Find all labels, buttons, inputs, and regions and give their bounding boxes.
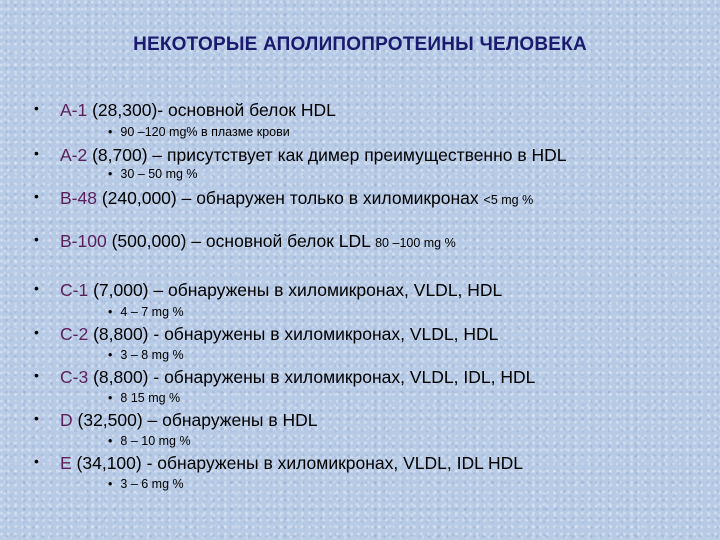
- apoprotein-name: A-1: [60, 100, 88, 120]
- sub-item-c1: [108, 305, 184, 319]
- sub-bullet: •: [108, 391, 113, 405]
- sub-item-e: [108, 477, 184, 491]
- concentration-note: <5 mg %: [483, 193, 534, 207]
- sub-item-text: 8 – 10 mg %: [120, 434, 191, 448]
- apoprotein-name: C-3: [60, 367, 89, 387]
- apoprotein-name: C-1: [60, 280, 89, 300]
- sub-item-c3: [108, 391, 180, 405]
- sub-bullet: •: [108, 477, 113, 491]
- apoprotein-description: (32,500) – обнаружены в HDL: [72, 410, 318, 430]
- apoprotein-description: (8,800) - обнаружены в хиломикронах, VLDL, IDL, HDL: [88, 367, 536, 387]
- apoprotein-name: C-2: [60, 324, 89, 344]
- apoprotein-description: (8,700) – присутствует как димер преимущественно в HDL: [87, 145, 567, 165]
- apoprotein-name: D: [60, 410, 73, 430]
- bullet: •: [34, 324, 39, 340]
- bullet: •: [34, 410, 39, 426]
- apoprotein-description: (500,000) – основной белок LDL: [106, 231, 376, 251]
- bullet: •: [34, 280, 39, 296]
- apoprotein-description: (240,000) – обнаружен только в хиломикронах: [96, 188, 484, 208]
- bullet: •: [34, 100, 39, 116]
- apoprotein-name: A-2: [60, 145, 88, 165]
- sub-item-text: 90 –120 mg% в плазме крови: [120, 125, 290, 139]
- sub-item-c2: [108, 348, 184, 362]
- sub-item-a1: [108, 125, 290, 139]
- apoprotein-description: (8,800) - обнаружены в хиломикронах, VLDL, HDL: [88, 324, 499, 344]
- slide-title: НЕКОТОРЫЕ АПОЛИПОПРОТЕИНЫ ЧЕЛОВЕКА: [133, 34, 587, 55]
- sub-item-text: 4 – 7 mg %: [120, 305, 184, 319]
- sub-bullet: •: [108, 125, 113, 139]
- sub-bullet: •: [108, 434, 113, 448]
- bullet: •: [34, 188, 39, 204]
- sub-item-text: 3 – 6 mg %: [120, 477, 184, 491]
- sub-item-d: [108, 434, 191, 448]
- sub-item-text: 3 – 8 mg %: [120, 348, 184, 362]
- sub-bullet: •: [108, 348, 113, 362]
- sub-bullet: •: [108, 167, 113, 181]
- sub-item-text: 30 – 50 mg %: [120, 167, 198, 181]
- concentration-note: 80 –100 mg %: [375, 236, 456, 250]
- bullet: •: [34, 231, 39, 247]
- apoprotein-description: (28,300)- основной белок HDL: [87, 100, 336, 120]
- sub-item-text: 8 15 mg %: [120, 391, 181, 405]
- apoprotein-description: (34,100) - обнаружены в хиломикронах, VLDL, IDL HDL: [71, 453, 524, 473]
- bullet: •: [34, 145, 39, 161]
- apoprotein-name: E: [60, 453, 72, 473]
- apoprotein-name: B-100: [60, 231, 107, 251]
- sub-item-a2: [108, 167, 198, 181]
- apoprotein-description: (7,000) – обнаружены в хиломикронах, VLDL, HDL: [88, 280, 503, 300]
- bullet: •: [34, 367, 39, 383]
- bullet: •: [34, 453, 39, 469]
- apoprotein-name: B-48: [60, 188, 97, 208]
- sub-bullet: •: [108, 305, 113, 319]
